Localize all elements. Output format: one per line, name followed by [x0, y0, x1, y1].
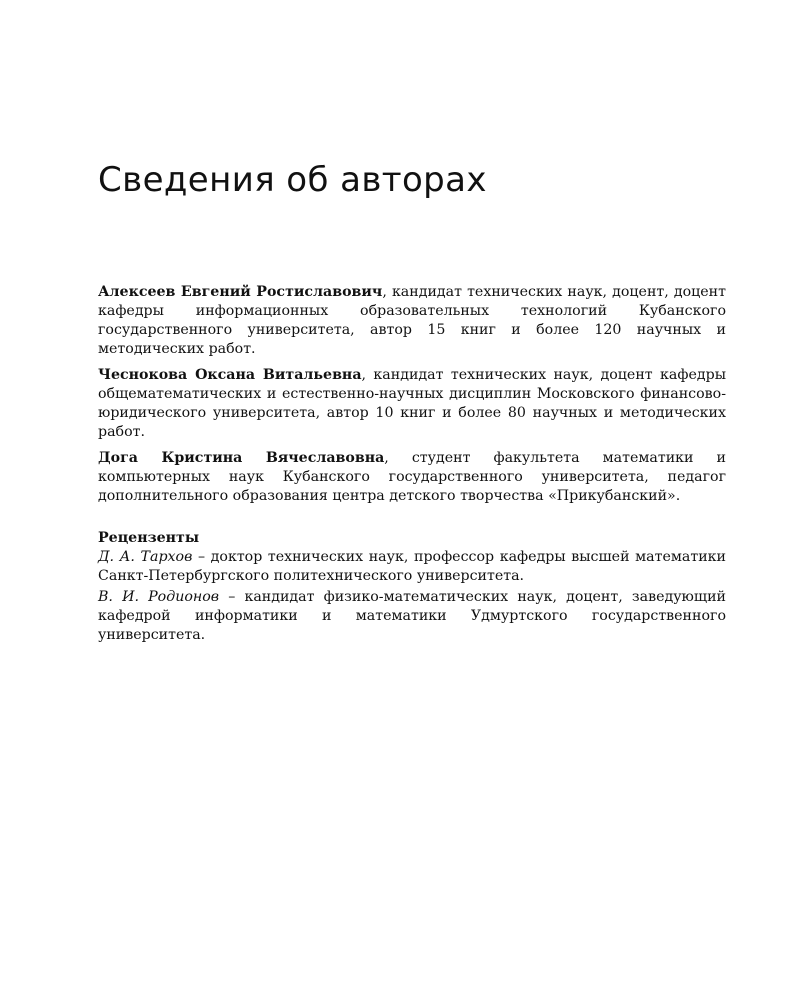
reviewer-name: В. И. Родионов — [98, 589, 220, 605]
author-bio — [98, 283, 726, 359]
page-content — [98, 283, 726, 647]
author-name: Чеснокова Оксана Витальевна — [98, 367, 362, 383]
reviewer-description: – кандидат физико-математических наук, доцент, заведующий кафедрой информатики и математики Удмуртского государственного университета. — [98, 589, 727, 643]
author-description: , кандидат технических наук, доцент кафедры общематематических и естественно-научных дисциплин Московского финансово-юридического университета, автор 10 книг и более 80 научных и методических работ. — [98, 367, 726, 440]
author-name: Дога Кристина Вячеславовна — [98, 450, 385, 466]
reviewers-heading: Рецензенты — [98, 530, 200, 546]
reviewer-name: Д. А. Тархов — [98, 549, 193, 565]
reviewer-entry — [98, 548, 726, 586]
reviewer-entry — [98, 588, 726, 645]
reviewer-description: – доктор технических наук, профессор кафедры высшей математики Санкт-Петербургского политехнического университета. — [98, 549, 726, 584]
author-name: Алексеев Евгений Ростиславович — [98, 284, 383, 300]
author-description: , кандидат технических наук, доцент, доцент кафедры информационных образовательных технологий Кубанского государственного университета, автор 15 книг и более 120 научных и методических работ. — [98, 284, 726, 357]
author-bio — [98, 366, 726, 442]
author-bio — [98, 449, 726, 506]
page-title: Сведения об авторах — [98, 160, 487, 200]
author-description: , студент факультета математики и компьютерных наук Кубанского государственного университета, педагог дополнительного образования центра детского творчества «Прикубанский». — [98, 450, 726, 504]
